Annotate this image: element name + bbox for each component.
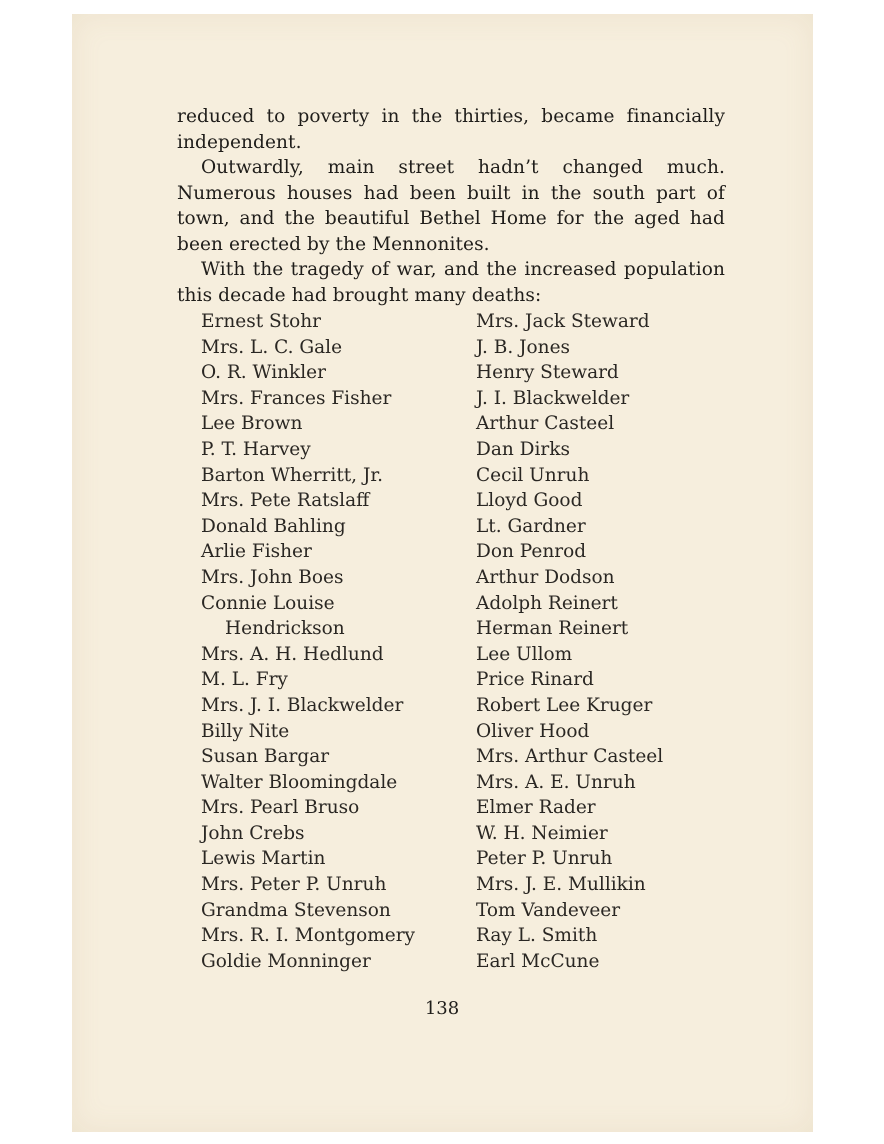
list-item: Mrs. J. E. Mullikin	[476, 874, 646, 896]
list-item: Susan Bargar	[201, 746, 330, 768]
list-item: Mrs. Pearl Bruso	[201, 797, 360, 819]
list-item: W. H. Neimier	[476, 822, 608, 844]
list-item: Mrs. Peter P. Unruh	[201, 874, 387, 896]
list-item: Goldie Monninger	[201, 950, 371, 972]
list-item: Mrs. Jack Steward	[476, 311, 650, 332]
deaths-list-right	[476, 309, 663, 974]
list-item: Arlie Fisher	[201, 541, 312, 563]
list-item: Grandma Stevenson	[201, 899, 391, 921]
list-item: Peter P. Unruh	[476, 848, 613, 870]
list-item: Lt. Gardner	[476, 515, 586, 537]
deaths-list-left	[201, 309, 415, 974]
list-item: Arthur Casteel	[476, 413, 615, 435]
list-item: Mrs. Arthur Casteel	[476, 746, 664, 768]
list-item: Cecil Unruh	[476, 464, 590, 486]
list-item: J. B. Jones	[476, 336, 571, 358]
paragraph-deaths-intro: With the tragedy of war, and the increased population this decade had brought many deaths:	[177, 259, 725, 306]
list-item: Earl McCune	[476, 950, 600, 972]
list-item: Herman Reinert	[476, 618, 629, 640]
list-item: O. R. Winkler	[201, 362, 326, 384]
list-item: Barton Wherritt, Jr.	[201, 464, 384, 486]
list-item: Adolph Reinert	[476, 592, 618, 614]
page-number: 138	[424, 998, 460, 1019]
paragraph-continuation: reduced to poverty in the thirties, became financially independent.	[177, 106, 725, 153]
list-item: Mrs. J. I. Blackwelder	[201, 694, 404, 716]
list-item-continuation: Hendrickson	[225, 618, 345, 640]
list-item: Dan Dirks	[476, 438, 570, 460]
list-item: P. T. Harvey	[201, 438, 311, 460]
list-item: Robert Lee Kruger	[476, 694, 653, 716]
list-item: Mrs. R. I. Montgomery	[201, 925, 415, 947]
list-item: Mrs. Pete Ratslaff	[201, 490, 370, 512]
list-item: Billy Nite	[201, 720, 290, 742]
body-text	[177, 104, 725, 308]
list-item: Tom Vandeveer	[476, 899, 621, 921]
list-item: Walter Bloomingdale	[201, 771, 398, 793]
list-item: Don Penrod	[476, 541, 587, 563]
list-item: Oliver Hood	[476, 720, 590, 742]
paragraph-main-street: Outwardly, main street hadn’t changed much. Numerous houses had been built in the south part of town, and the beautiful Bethel Home for the aged had been erected by the Mennonites.	[177, 157, 725, 255]
list-item: Lewis Martin	[201, 848, 326, 870]
list-item: Mrs. A. E. Unruh	[476, 771, 636, 793]
list-item: Price Rinard	[476, 669, 594, 691]
list-item: Ray L. Smith	[476, 925, 598, 947]
list-item: Mrs. L. C. Gale	[201, 336, 343, 358]
list-item: Arthur Dodson	[476, 566, 615, 588]
list-item: Henry Steward	[476, 362, 619, 384]
list-item: Ernest Stohr	[201, 311, 322, 332]
list-item: Mrs. John Boes	[201, 566, 344, 588]
list-item: Elmer Rader	[476, 797, 596, 819]
list-item: Donald Bahling	[201, 515, 346, 537]
list-item: Lloyd Good	[476, 490, 583, 512]
list-item: J. I. Blackwelder	[476, 387, 630, 409]
list-item: Mrs. A. H. Hedlund	[201, 643, 384, 665]
list-item: M. L. Fry	[201, 669, 288, 691]
list-item: Lee Ullom	[476, 643, 573, 665]
list-item: Lee Brown	[201, 413, 303, 435]
list-item: Connie Louise	[201, 592, 335, 614]
list-item: Mrs. Frances Fisher	[201, 387, 392, 409]
list-item: John Crebs	[201, 822, 305, 844]
